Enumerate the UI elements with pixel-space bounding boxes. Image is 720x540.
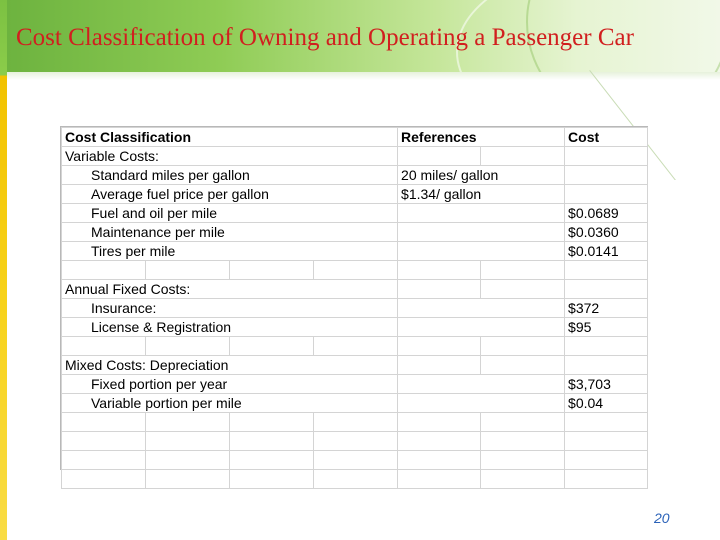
cost-classification-table	[61, 127, 648, 489]
row-cost: $95	[565, 318, 648, 337]
empty-row	[62, 470, 648, 489]
row-reference: 20 miles/ gallon	[398, 166, 565, 185]
row-reference	[398, 242, 565, 261]
row-item: Maintenance per mile	[62, 223, 398, 242]
section-label-variable: Variable Costs:	[62, 147, 398, 166]
table-row	[62, 375, 648, 394]
row-item: Standard miles per gallon	[62, 166, 398, 185]
cost-table-sheet	[60, 126, 648, 470]
table-row	[62, 394, 648, 413]
table-row	[62, 299, 648, 318]
table-row	[62, 223, 648, 242]
empty-row	[62, 337, 648, 356]
page-number: 20	[654, 510, 670, 526]
row-cost: $0.0141	[565, 242, 648, 261]
table-row	[62, 166, 648, 185]
row-reference	[398, 223, 565, 242]
row-cost	[565, 185, 648, 204]
section-label-fixed: Annual Fixed Costs:	[62, 280, 398, 299]
row-reference	[398, 204, 565, 223]
section-row	[62, 356, 648, 375]
row-cost: $372	[565, 299, 648, 318]
row-reference	[398, 394, 565, 413]
empty-row	[62, 451, 648, 470]
empty-row	[62, 261, 648, 280]
header-references: References	[398, 128, 565, 147]
table-row	[62, 204, 648, 223]
row-item: License & Registration	[62, 318, 398, 337]
row-item: Insurance:	[62, 299, 398, 318]
section-row	[62, 280, 648, 299]
left-accent-bar	[0, 0, 7, 540]
row-item: Fixed portion per year	[62, 375, 398, 394]
row-item: Fuel and oil per mile	[62, 204, 398, 223]
row-item: Variable portion per mile	[62, 394, 398, 413]
row-item: Average fuel price per gallon	[62, 185, 398, 204]
row-cost	[565, 166, 648, 185]
table-row	[62, 185, 648, 204]
row-reference	[398, 299, 565, 318]
row-cost: $0.0360	[565, 223, 648, 242]
row-reference: $1.34/ gallon	[398, 185, 565, 204]
row-item: Tires per mile	[62, 242, 398, 261]
row-cost: $0.04	[565, 394, 648, 413]
section-label-mixed: Mixed Costs: Depreciation	[62, 356, 398, 375]
header-cost-classification: Cost Classification	[62, 128, 398, 147]
table-header-row	[62, 128, 648, 147]
row-cost: $0.0689	[565, 204, 648, 223]
row-reference	[398, 318, 565, 337]
empty-row	[62, 413, 648, 432]
header-cost: Cost	[565, 128, 648, 147]
row-cost: $3,703	[565, 375, 648, 394]
row-reference	[398, 375, 565, 394]
slide-title: Cost Classification of Owning and Operating a Passenger Car	[16, 24, 634, 51]
section-row	[62, 147, 648, 166]
empty-row	[62, 432, 648, 451]
table-row	[62, 318, 648, 337]
table-row	[62, 242, 648, 261]
